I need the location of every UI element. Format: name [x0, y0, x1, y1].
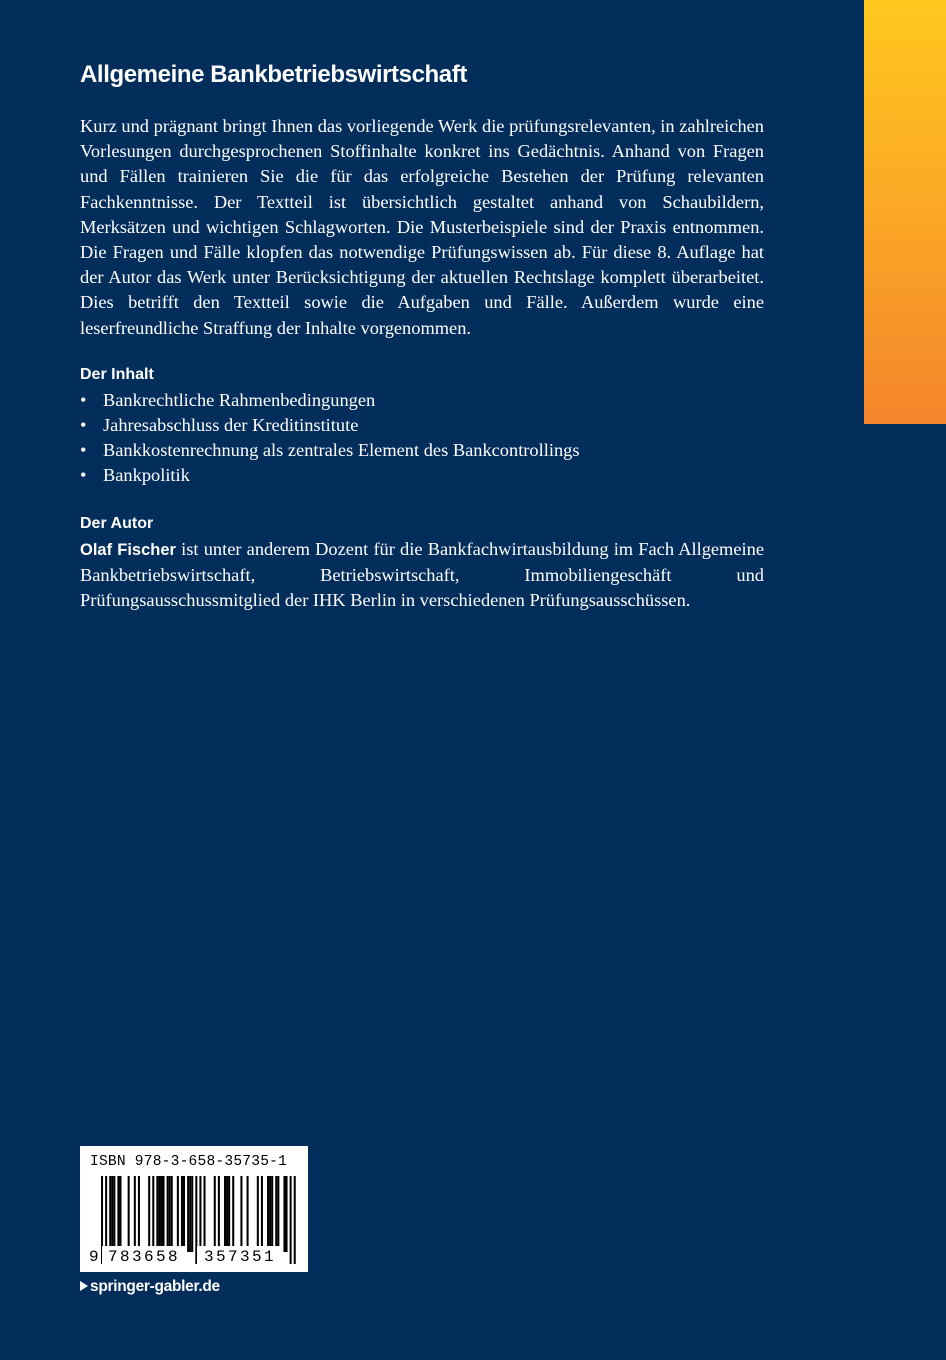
- list-item: [80, 413, 764, 438]
- barcode-bar: [138, 1176, 140, 1252]
- publisher-website[interactable]: [80, 1276, 220, 1298]
- author-bio-text: ist unter anderem Dozent für die Bankfachwirtausbildung im Fach Allgemeine Bankbetriebswirtschaft, Betriebswirtschaft, Immobiliengeschäft und Prüfungsausschussmitglied der IHK Berlin in verschiedenen Prüfungsausschüssen.: [80, 538, 764, 611]
- list-item-text: Bankkostenrechnung als zentrales Element des Bankcontrollings: [103, 440, 580, 461]
- barcode-bar: [177, 1176, 179, 1252]
- author-heading: Der Autor: [80, 514, 154, 532]
- author-name: Olaf Fischer: [80, 540, 176, 559]
- author-bio: [80, 537, 764, 614]
- arrow-right-icon: [80, 1281, 88, 1291]
- barcode-bar: [275, 1176, 277, 1252]
- barcode-bar: [226, 1176, 228, 1252]
- barcode-bar: [277, 1176, 279, 1252]
- barcode-bar: [128, 1176, 130, 1252]
- content-list: [80, 388, 764, 489]
- website-text[interactable]: springer-gabler.de: [90, 1278, 220, 1295]
- barcode-bar: [167, 1176, 169, 1252]
- barcode-bar: [189, 1176, 191, 1252]
- barcode-bar: [169, 1176, 171, 1252]
- barcode-bar: [267, 1176, 269, 1252]
- barcode-bar: [271, 1176, 273, 1252]
- list-item-text: Bankpolitik: [103, 465, 190, 486]
- list-item: [80, 438, 764, 463]
- list-item-text: Jahresabschluss der Kreditinstitute: [103, 415, 359, 436]
- description-paragraph: Kurz und prägnant bringt Ihnen das vorliegende Werk die prüfungsrelevanten, in zahlreichen Vorlesungen durchgesprochenen Stoffinhalte konkret ins Gedächtnis. Anhand von Fragen und Fällen trainieren Sie die für das erfolgreiche Bestehen der Prüfung relevanten Fachkenntnisse. Der Textteil ist übersichtlich gestaltet anhand von Schaubildern, Merksätzen und wichtigen Schlagworten. Die Musterbeispiele sind der Praxis entnommen. Die Fragen und Fälle klopfen das notwendige Prüfungswissen ab. Für diese 8. Auflage hat der Autor das Werk unter Berücksichtigung der aktuellen Rechtslage komplett überarbeitet. Dies betrifft den Textteil sowie die Aufgaben und Fälle. Außerdem wurde eine leserfreundliche Straffung der Inhalte vorgenommen.: [80, 116, 764, 338]
- barcode-bar: [286, 1176, 288, 1252]
- barcode-bar: [191, 1176, 193, 1252]
- bullet-icon: •: [80, 415, 87, 436]
- barcode-bar: [156, 1176, 158, 1252]
- bullet-icon: •: [80, 465, 87, 486]
- barcode-bar: [171, 1176, 173, 1252]
- author-section: [80, 511, 764, 614]
- barcode-bar: [109, 1176, 111, 1252]
- barcode-bar: [269, 1176, 271, 1252]
- barcode-bar: [134, 1176, 136, 1252]
- back-cover-content: [80, 58, 764, 613]
- barcode-bar: [113, 1176, 115, 1252]
- barcode-bar: [148, 1176, 150, 1252]
- book-title: Allgemeine Bankbetriebswirtschaft: [80, 61, 467, 88]
- barcode-bar: [119, 1176, 121, 1252]
- bullet-icon: •: [80, 389, 87, 410]
- barcode-bar: [261, 1176, 263, 1252]
- list-item: [80, 388, 764, 413]
- barcode-bar: [218, 1176, 220, 1252]
- bullet-icon: •: [80, 440, 87, 461]
- barcode-bar: [152, 1176, 154, 1252]
- barcode-bar: [224, 1176, 226, 1252]
- list-item-text: Bankrechtliche Rahmenbedingungen: [103, 389, 376, 410]
- barcode-bar: [183, 1176, 185, 1252]
- barcode-bar: [257, 1176, 259, 1252]
- isbn-label: ISBN 978-3-658-35735-1: [90, 1154, 288, 1170]
- isbn-barcode: [80, 1146, 308, 1272]
- barcode-bar: [228, 1176, 230, 1252]
- content-heading: Der Inhalt: [80, 365, 154, 383]
- barcode-bar: [240, 1176, 242, 1252]
- list-item: [80, 463, 764, 488]
- ean-digits: [80, 1246, 308, 1268]
- barcode-bar: [163, 1176, 165, 1252]
- barcode-bar: [232, 1176, 234, 1252]
- ean-right-digits: 357351: [197, 1246, 283, 1268]
- barcode-bar: [111, 1176, 113, 1252]
- barcode-bar: [204, 1176, 206, 1252]
- accent-bar: [864, 0, 946, 424]
- barcode-bar: [158, 1176, 160, 1252]
- barcode-bar: [187, 1176, 189, 1252]
- barcode-bar: [181, 1176, 183, 1252]
- barcode-bar: [247, 1176, 249, 1252]
- ean-left-digits: 783658: [102, 1246, 186, 1268]
- barcode-bar: [283, 1176, 285, 1252]
- barcode-bar: [214, 1176, 216, 1252]
- ean-first-digit: 9: [89, 1248, 99, 1266]
- barcode-bar: [160, 1176, 162, 1252]
- content-section: [80, 362, 764, 489]
- barcode-bar: [117, 1176, 119, 1252]
